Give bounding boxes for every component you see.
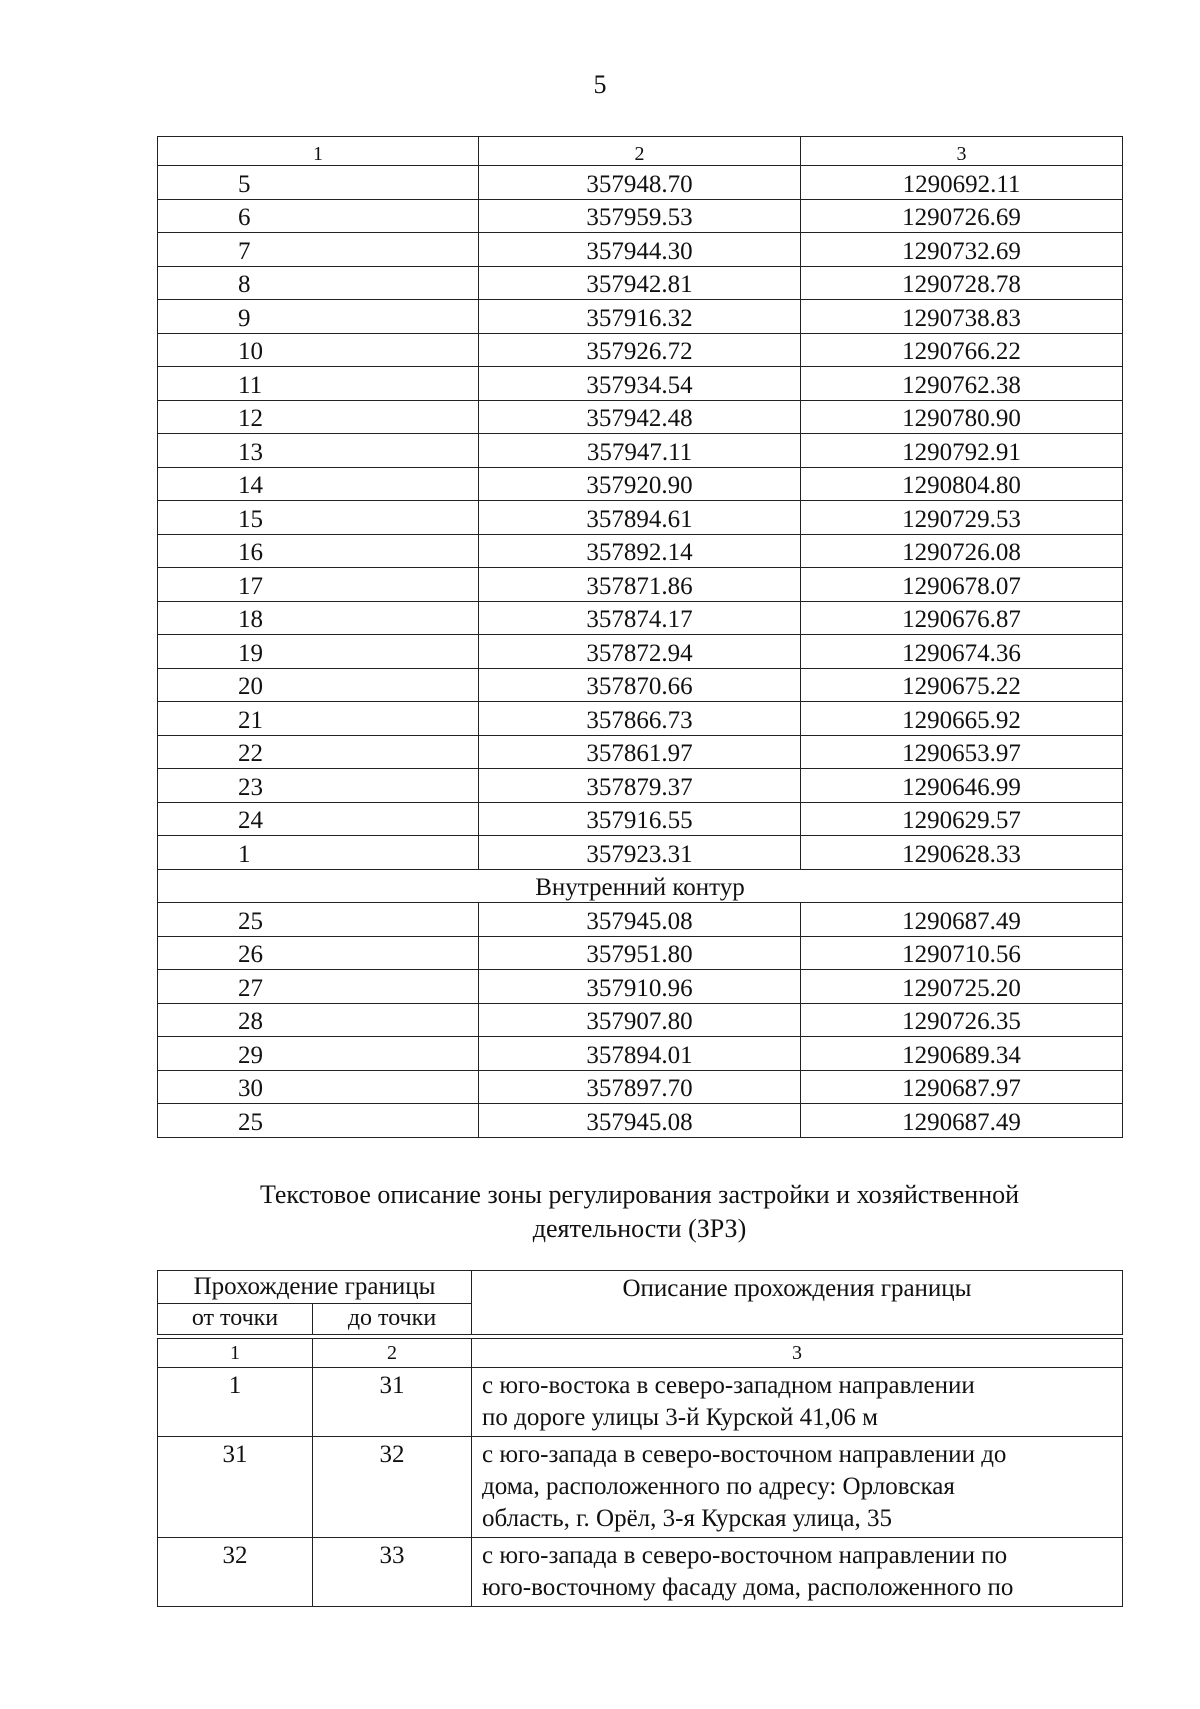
coordinate-x: 357879.37	[479, 769, 801, 803]
description-line: дома, расположенного по адресу: Орловская	[482, 1473, 955, 1500]
coordinate-x: 357897.70	[479, 1070, 801, 1104]
point-number: 6	[158, 199, 479, 233]
point-number: 9	[158, 300, 479, 334]
point-number: 20	[158, 668, 479, 702]
coordinate-row	[158, 166, 1123, 200]
desc-column-number-2: 2	[313, 1339, 472, 1368]
boundary-description-table	[157, 1270, 1123, 1607]
coordinate-row	[158, 702, 1123, 736]
point-number: 18	[158, 601, 479, 635]
point-number: 12	[158, 400, 479, 434]
point-number: 14	[158, 467, 479, 501]
point-number: 16	[158, 534, 479, 568]
boundary-segment-row	[158, 1437, 1123, 1538]
point-number: 5	[158, 166, 479, 200]
coordinate-row	[158, 266, 1123, 300]
coordinate-x: 357920.90	[479, 467, 801, 501]
coordinate-x: 357894.01	[479, 1037, 801, 1071]
description-line: по дороге улицы 3-й Курской 41,06 м	[482, 1404, 878, 1431]
coordinate-row	[158, 735, 1123, 769]
header-to-point: до точки	[313, 1304, 472, 1335]
coordinate-y: 1290726.35	[801, 1003, 1123, 1037]
coordinate-y: 1290738.83	[801, 300, 1123, 334]
header-from-point: от точки	[158, 1304, 313, 1335]
point-number: 15	[158, 501, 479, 535]
coordinate-y: 1290628.33	[801, 836, 1123, 870]
coordinates-table	[157, 136, 1123, 1138]
to-point: 31	[313, 1368, 472, 1437]
description-line: с юго-востока в северо-западном направлении	[482, 1372, 975, 1399]
point-number: 25	[158, 1104, 479, 1138]
coordinate-row	[158, 434, 1123, 468]
zone-title-line-2: деятельности (ЗРЗ)	[532, 1214, 747, 1243]
from-point: 32	[158, 1538, 313, 1607]
coordinate-y: 1290678.07	[801, 568, 1123, 602]
from-point: 1	[158, 1368, 313, 1437]
coordinate-x: 357916.55	[479, 802, 801, 836]
coordinate-y: 1290780.90	[801, 400, 1123, 434]
point-number: 21	[158, 702, 479, 736]
coordinate-y: 1290726.08	[801, 534, 1123, 568]
desc-column-number-3: 3	[472, 1339, 1123, 1368]
segment-description	[472, 1538, 1123, 1607]
point-number: 7	[158, 233, 479, 267]
point-number: 13	[158, 434, 479, 468]
description-column-numbers-row	[158, 1339, 1123, 1368]
coordinate-y: 1290792.91	[801, 434, 1123, 468]
point-number: 10	[158, 333, 479, 367]
coordinate-y: 1290675.22	[801, 668, 1123, 702]
coordinate-x: 357923.31	[479, 836, 801, 870]
column-number-2: 2	[479, 137, 801, 166]
from-point: 31	[158, 1437, 313, 1538]
description-header-row	[158, 1271, 1123, 1304]
coordinate-x: 357861.97	[479, 735, 801, 769]
coordinate-row	[158, 534, 1123, 568]
coordinate-y: 1290629.57	[801, 802, 1123, 836]
coordinate-y: 1290804.80	[801, 467, 1123, 501]
point-number: 26	[158, 936, 479, 970]
point-number: 27	[158, 970, 479, 1004]
description-line: область, г. Орёл, 3-я Курская улица, 35	[482, 1505, 892, 1532]
coordinate-row	[158, 300, 1123, 334]
coordinate-row	[158, 769, 1123, 803]
coordinate-row	[158, 501, 1123, 535]
coordinate-x: 357945.08	[479, 1104, 801, 1138]
coordinate-row	[158, 836, 1123, 870]
coordinate-y: 1290710.56	[801, 936, 1123, 970]
point-number: 19	[158, 635, 479, 669]
coordinate-x: 357947.11	[479, 434, 801, 468]
point-number: 11	[158, 367, 479, 401]
point-number: 1	[158, 836, 479, 870]
coordinate-row	[158, 802, 1123, 836]
desc-column-number-1: 1	[158, 1339, 313, 1368]
point-number: 29	[158, 1037, 479, 1071]
point-number: 28	[158, 1003, 479, 1037]
coordinate-y: 1290725.20	[801, 970, 1123, 1004]
coordinate-x: 357907.80	[479, 1003, 801, 1037]
point-number: 22	[158, 735, 479, 769]
coordinate-x: 357948.70	[479, 166, 801, 200]
coordinate-row	[158, 467, 1123, 501]
column-number-1: 1	[158, 137, 479, 166]
coordinate-x: 357959.53	[479, 199, 801, 233]
coordinate-row	[158, 1003, 1123, 1037]
point-number: 23	[158, 769, 479, 803]
coordinate-x: 357942.81	[479, 266, 801, 300]
coordinate-row	[158, 601, 1123, 635]
coordinate-y: 1290665.92	[801, 702, 1123, 736]
coordinate-row	[158, 568, 1123, 602]
coordinates-column-numbers-row	[158, 137, 1123, 166]
coordinate-row	[158, 333, 1123, 367]
coordinate-y: 1290646.99	[801, 769, 1123, 803]
coordinate-y: 1290689.34	[801, 1037, 1123, 1071]
point-number: 8	[158, 266, 479, 300]
point-number: 25	[158, 903, 479, 937]
inner-contour-row	[158, 869, 1123, 903]
coordinate-x: 357926.72	[479, 333, 801, 367]
coordinate-y: 1290674.36	[801, 635, 1123, 669]
page-number: 5	[593, 70, 607, 99]
description-line: с юго-запада в северо-восточном направлении до	[482, 1441, 1007, 1468]
coordinate-x: 357874.17	[479, 601, 801, 635]
coordinate-x: 357870.66	[479, 668, 801, 702]
coordinate-y: 1290653.97	[801, 735, 1123, 769]
coordinate-x: 357871.86	[479, 568, 801, 602]
coordinate-x: 357942.48	[479, 400, 801, 434]
zone-title-line-1: Текстовое описание зоны регулирования застройки и хозяйственной	[259, 1180, 1020, 1209]
coordinate-row	[158, 233, 1123, 267]
header-boundary-description: Описание прохождения границы	[472, 1271, 1123, 1335]
point-number: 17	[158, 568, 479, 602]
coordinate-row	[158, 635, 1123, 669]
boundary-segment-row	[158, 1368, 1123, 1437]
coordinate-y: 1290729.53	[801, 501, 1123, 535]
segment-description	[472, 1437, 1123, 1538]
coordinate-row	[158, 936, 1123, 970]
coordinate-row	[158, 903, 1123, 937]
coordinate-row	[158, 367, 1123, 401]
segment-description	[472, 1368, 1123, 1437]
to-point: 32	[313, 1437, 472, 1538]
coordinate-x: 357894.61	[479, 501, 801, 535]
coordinate-row	[158, 1037, 1123, 1071]
boundary-segment-row	[158, 1538, 1123, 1607]
coordinate-y: 1290687.49	[801, 903, 1123, 937]
point-number: 24	[158, 802, 479, 836]
coordinate-y: 1290726.69	[801, 199, 1123, 233]
header-boundary-passage: Прохождение границы	[158, 1271, 472, 1304]
coordinate-row	[158, 970, 1123, 1004]
coordinate-y: 1290728.78	[801, 266, 1123, 300]
description-line: юго-восточному фасаду дома, расположенного по	[482, 1574, 1014, 1601]
coordinate-y: 1290692.11	[801, 166, 1123, 200]
coordinate-x: 357910.96	[479, 970, 801, 1004]
point-number: 30	[158, 1070, 479, 1104]
coordinate-x: 357945.08	[479, 903, 801, 937]
coordinate-x: 357892.14	[479, 534, 801, 568]
coordinate-y: 1290676.87	[801, 601, 1123, 635]
description-line: с юго-запада в северо-восточном направлении по	[482, 1542, 1008, 1569]
coordinate-y: 1290766.22	[801, 333, 1123, 367]
zone-description-title	[157, 1178, 1122, 1246]
coordinate-row	[158, 1070, 1123, 1104]
coordinate-x: 357951.80	[479, 936, 801, 970]
coordinate-row	[158, 1104, 1123, 1138]
coordinate-y: 1290732.69	[801, 233, 1123, 267]
coordinate-row	[158, 199, 1123, 233]
coordinate-x: 357944.30	[479, 233, 801, 267]
inner-contour-label: Внутренний контур	[158, 869, 1123, 903]
coordinate-x: 357916.32	[479, 300, 801, 334]
coordinate-x: 357872.94	[479, 635, 801, 669]
coordinate-y: 1290762.38	[801, 367, 1123, 401]
coordinate-y: 1290687.49	[801, 1104, 1123, 1138]
coordinate-x: 357866.73	[479, 702, 801, 736]
coordinate-y: 1290687.97	[801, 1070, 1123, 1104]
column-number-3: 3	[801, 137, 1123, 166]
to-point: 33	[313, 1538, 472, 1607]
coordinate-row	[158, 668, 1123, 702]
coordinate-row	[158, 400, 1123, 434]
coordinate-x: 357934.54	[479, 367, 801, 401]
